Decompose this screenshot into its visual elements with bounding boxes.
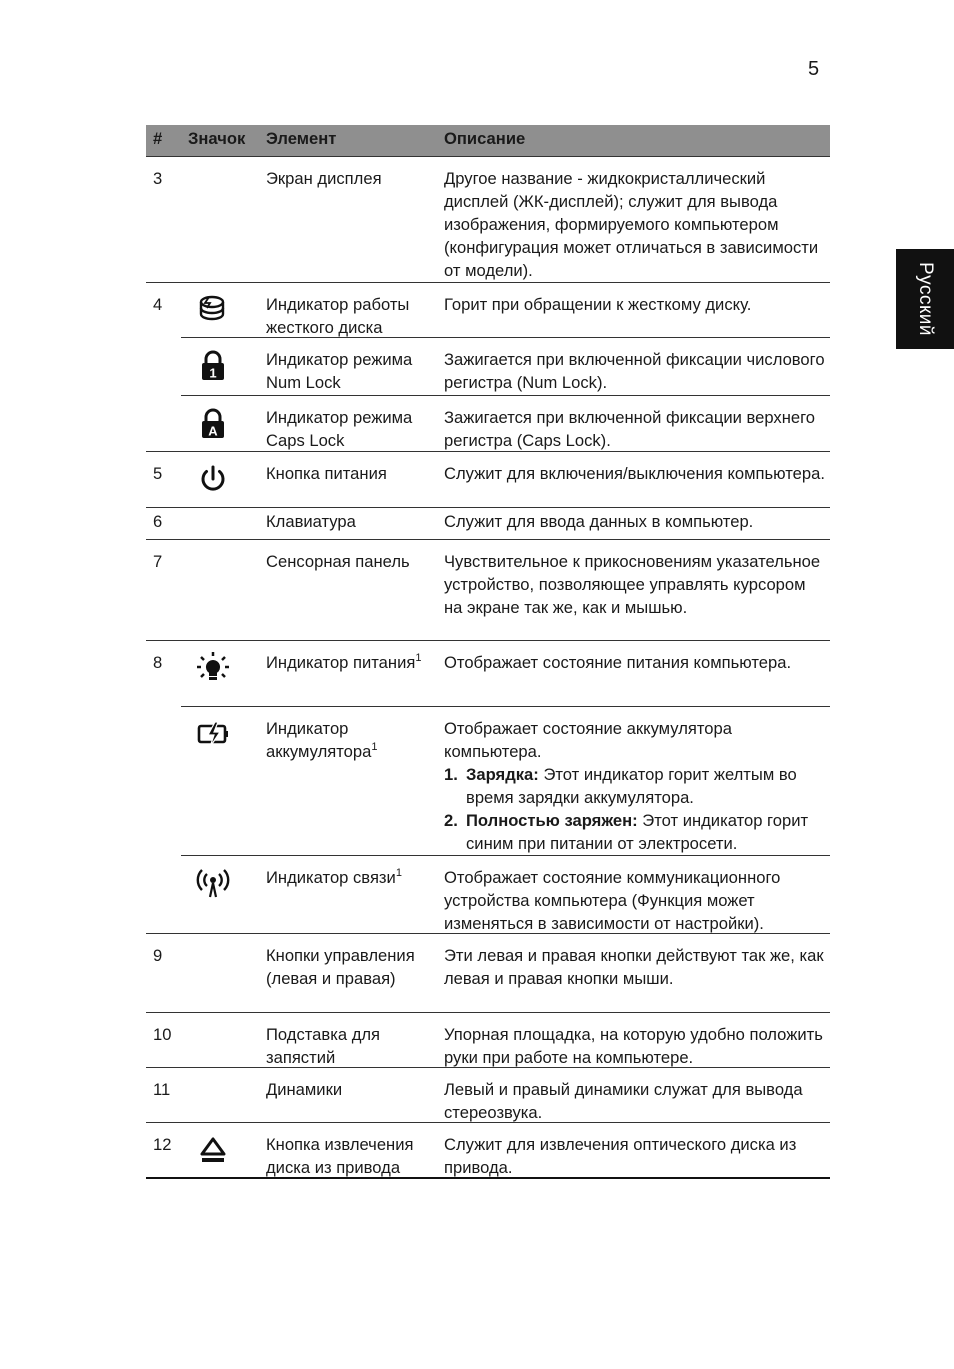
element-name: Индикатор режима Caps Lock xyxy=(266,408,413,450)
element-description: Отображает состояние коммуникационного устройства компьютера (Функция может изменяться в зависимости от настройки). xyxy=(444,868,781,933)
row-number: 8 xyxy=(153,653,163,672)
element-description: Упорная площадка, на которую удобно положить руки при работе на компьютере. xyxy=(444,1025,823,1067)
element-name: Индикатор работы жесткого диска xyxy=(266,295,410,337)
page-number: 5 xyxy=(808,58,820,80)
language-tab xyxy=(896,249,954,349)
list-item xyxy=(444,763,828,809)
sub-row xyxy=(181,855,830,933)
row-number: 7 xyxy=(153,552,163,571)
element-description: Левый и правый динамики служат для вывода стереозвука. xyxy=(444,1080,803,1122)
sub-row xyxy=(181,283,830,337)
sub-row xyxy=(181,706,830,855)
element-name: Кнопка питания xyxy=(266,464,387,483)
element-description: Горит при обращении к жесткому диску. xyxy=(444,295,752,314)
row-number: 5 xyxy=(153,464,163,483)
element-name-text: Индикатор аккумулятора xyxy=(266,719,372,761)
element-name-text: Индикатор связи xyxy=(266,868,396,887)
element-name xyxy=(266,717,436,763)
sub-row xyxy=(181,641,830,706)
table-row xyxy=(146,1012,830,1067)
table-row xyxy=(146,507,830,539)
table-header xyxy=(146,125,830,157)
list-text: Этот индикатор горит синим при питании от электросети. xyxy=(466,811,809,853)
table-row xyxy=(146,640,830,933)
list-text: Этот индикатор горит желтым во время зарядки аккумулятора. xyxy=(466,765,797,807)
element-description: Зажигается при включенной фиксации верхнего регистра (Caps Lock). xyxy=(444,408,816,450)
header-icon: Значок xyxy=(188,129,246,148)
header-num: # xyxy=(153,129,163,148)
sub-row xyxy=(181,395,830,451)
element-name-text: Индикатор питания xyxy=(266,653,416,672)
footnote-mark: 1 xyxy=(371,741,378,753)
element-description: Эти левая и правая кнопки действуют так же, как левая и правая кнопки мыши. xyxy=(444,946,824,988)
table-row xyxy=(146,933,830,1012)
description-text: Отображает состояние аккумулятора компьютера. xyxy=(444,719,732,761)
footnote-mark: 1 xyxy=(395,867,402,879)
table-row xyxy=(146,157,830,282)
row-number: 10 xyxy=(153,1025,172,1044)
header-description: Описание xyxy=(444,129,526,148)
list-number: 2. xyxy=(444,811,458,830)
power-indicator-icon xyxy=(196,651,230,685)
element-name xyxy=(266,651,436,674)
components-table xyxy=(146,125,830,1179)
element-description: Служит для включения/выключения компьютера. xyxy=(444,464,825,483)
row-number: 4 xyxy=(153,295,163,314)
wireless-indicator-icon xyxy=(196,866,230,900)
element-name: Клавиатура xyxy=(266,512,356,531)
table-row xyxy=(146,451,830,507)
element-name: Подставка для запястий xyxy=(266,1025,381,1067)
list-item xyxy=(444,809,828,855)
svg-text:A: A xyxy=(208,423,218,439)
element-name: Динамики xyxy=(266,1080,343,1099)
power-icon xyxy=(196,462,230,496)
num-lock-icon xyxy=(196,348,230,382)
list-number: 1. xyxy=(444,765,458,784)
header-element: Элемент xyxy=(266,129,337,148)
table-row xyxy=(146,539,830,640)
row-number: 11 xyxy=(153,1080,171,1099)
element-description: Другое название - жидкокристаллический дисплей (ЖК-дисплей); служит для вывода изображения, формируемого компьютером (конфигурация может отличаться в зависимости от модели). xyxy=(444,169,819,280)
element-description xyxy=(444,717,828,855)
sub-row xyxy=(181,337,830,395)
element-name: Экран дисплея xyxy=(266,169,382,188)
footnote-mark: 1 xyxy=(415,652,422,664)
language-tab-label: Русский xyxy=(915,262,936,336)
element-description: Чувствительное к прикосновениям указательное устройство, позволяющее управлять курсором на экране так же, как и мышью. xyxy=(444,552,821,617)
element-name: Сенсорная панель xyxy=(266,552,410,571)
caps-lock-icon xyxy=(196,406,230,440)
list-label: Полностью заряжен: xyxy=(466,811,638,830)
row-number: 9 xyxy=(153,946,163,965)
eject-icon xyxy=(196,1133,230,1167)
svg-text:1: 1 xyxy=(209,365,217,381)
hdd-indicator-icon xyxy=(196,293,230,327)
element-name: Индикатор режима Num Lock xyxy=(266,350,413,392)
list-label: Зарядка: xyxy=(466,765,539,784)
row-number: 12 xyxy=(153,1135,172,1154)
element-description: Зажигается при включенной фиксации числового регистра (Num Lock). xyxy=(444,350,825,392)
element-description: Отображает состояние питания компьютера. xyxy=(444,653,792,672)
battery-indicator-icon xyxy=(196,717,230,751)
element-description: Служит для извлечения оптического диска из привода. xyxy=(444,1135,797,1177)
table-row xyxy=(146,282,830,451)
table-row xyxy=(146,1067,830,1122)
element-name: Кнопки управления (левая и правая) xyxy=(266,946,415,988)
table-row xyxy=(146,1122,830,1179)
element-name xyxy=(266,866,436,889)
element-description: Служит для ввода данных в компьютер. xyxy=(444,512,754,531)
row-number: 6 xyxy=(153,512,163,531)
element-name: Кнопка извлечения диска из привода xyxy=(266,1135,414,1177)
row-number: 3 xyxy=(153,169,163,188)
